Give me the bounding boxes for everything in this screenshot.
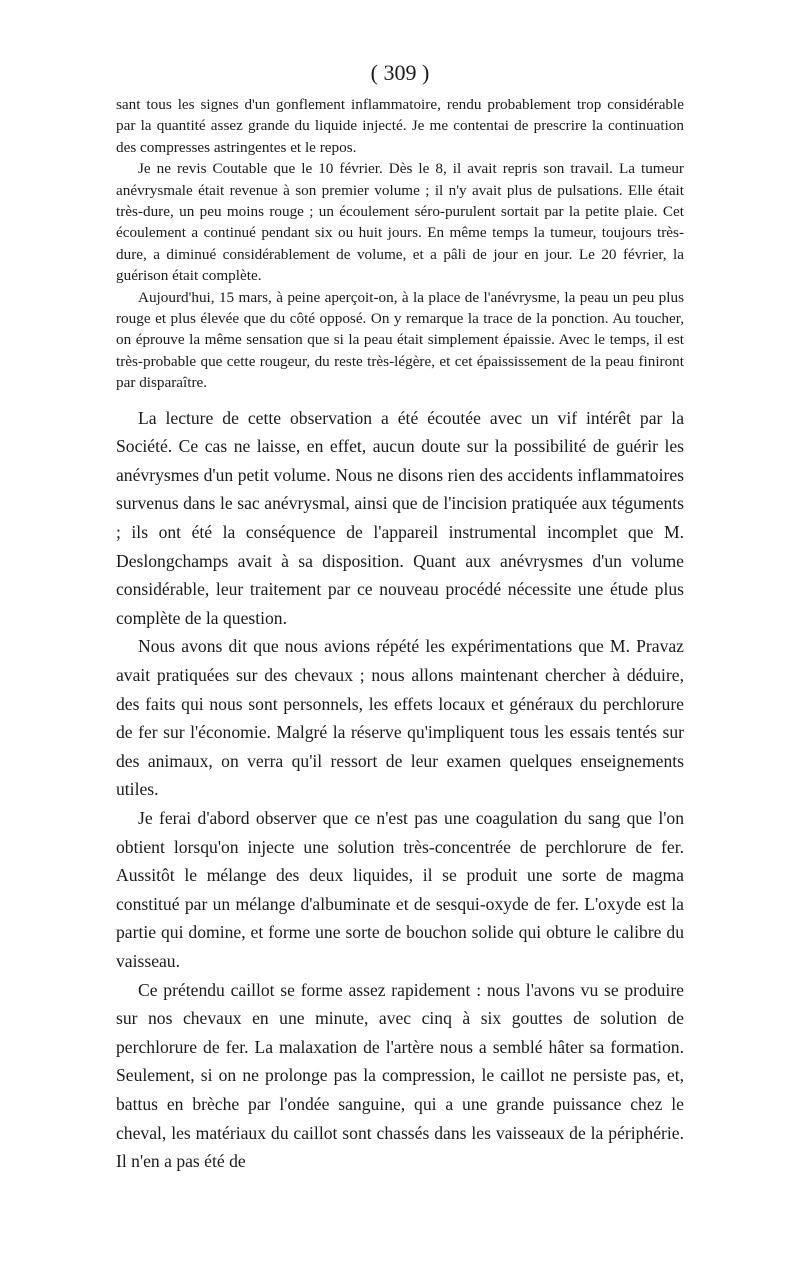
paragraph-society-reading: La lecture de cette observation a été écoutée avec un vif intérêt par la Société. Ce cas ne laisse, en effet, aucun doute sur la possibilité de guérir les anévrysmes d'un petit volume. Nous ne disons rien des accidents inflammatoires survenus dans le sac anévrysmal, ainsi que de l'incision pratiquée aux téguments ; ils ont été la conséquence de l'appareil instrumental incomplet que M. Deslongchamps avait à sa disposition. Quant aux anévrysmes d'un volume considérable, leur traitement par ce nouveau procédé nécessite une étude plus complète de la question.: [116, 407, 684, 628]
page-number: ( 309 ): [370, 60, 430, 85]
paragraph-clot-formation: Ce prétendu caillot se forme assez rapidement : nous l'avons vu se produire sur nos chevaux en une minute, avec cinq à six gouttes de solution de perchlorure de fer. La malaxation de l'artère nous a semblé hâter sa formation. Seulement, si on ne prolonge pas la compression, le caillot ne persiste pas, et, battus en brèche par l'ondée sanguine, qui a une grande puissance chez le cheval, les matériaux du caillot sont chassés dans les vaisseaux de la périphérie. Il n'en a pas été de: [116, 979, 684, 1172]
paragraph-current-state: Aujourd'hui, 15 mars, à peine aperçoit-on, à la place de l'anévrysme, la peau un peu plus rouge et plus élevée que du côté opposé. On y remarque la trace de la ponction. Au toucher, on éprouve la même sensation que si la peau était simplement épaissie. Avec le temps, il est très-probable que cette rougeur, du reste très-légère, et cet épaississement de la peau finiront par disparaître.: [116, 288, 684, 392]
paragraph-coutable-followup: Je ne revis Coutable que le 10 février. Dès le 8, il avait repris son travail. La tumeur anévrysmale était revenue à son premier volume ; il n'y avait plus de pulsations. Elle était très-dure, un peu moins rouge ; un écoulement séro-purulent sortait par la petite plaie. Cet écoulement a continué pendant six ou huit jours. En même temps la tumeur, toujours très-dure, a diminué considérablement de volume, et a pâli de jour en jour. Le 20 février, la guérison était complète.: [116, 160, 684, 285]
paragraph-horse-experiments: Nous avons dit que nous avions répété les expérimentations que M. Pravaz avait pratiquées sur des chevaux ; nous allons maintenant chercher à déduire, des faits qui nous sont personnels, les effets locaux et généraux du perchlorure de fer sur l'économie. Malgré la réserve qu'impliquent tous les essais tentés sur des animaux, on verra qu'il ressort de leur examen quelques enseignements utiles.: [116, 636, 684, 800]
document-page: [116, 58, 684, 1176]
paragraph-coagulation-note: Je ferai d'abord observer que ce n'est pas une coagulation du sang que l'on obtient lorsqu'on injecte une solution très-concentrée de perchlorure de fer. Aussitôt le mélange des deux liquides, il se produit une sorte de magma constitué par un mélange d'albuminate et de sesqui-oxyde de fer. L'oxyde est la partie qui domine, et forme une sorte de bouchon solide qui obture le calibre du vaisseau.: [116, 808, 684, 971]
paragraph-continuation: sant tous les signes d'un gonflement inflammatoire, rendu probablement trop considérable par la quantité assez grande du liquide injecté. Je me contentai de prescrire la continuation des compresses astringentes et le repos.: [116, 96, 684, 156]
